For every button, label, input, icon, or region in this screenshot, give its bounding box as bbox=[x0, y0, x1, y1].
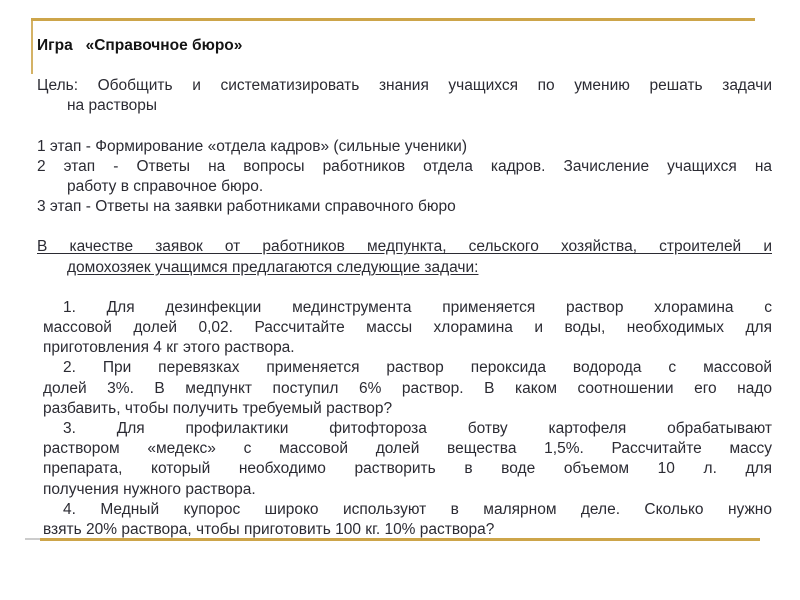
text-line: получения нужного раствора. bbox=[43, 480, 256, 498]
text-line: разбавить, чтобы получить требуемый раствор? bbox=[43, 399, 393, 417]
paragraph-stage-1 bbox=[37, 137, 772, 157]
text-line: массовой долей 0,02. Рассчитайте массы хлорамина и воды, необходимых для bbox=[43, 319, 772, 337]
paragraph-task-1 bbox=[43, 298, 772, 359]
text-line: 2 этап - Ответы на вопросы работников отдела кадров. Зачисление учащихся на bbox=[37, 157, 772, 175]
text-line: 1 этап - Формирование «отдела кадров» (сильные ученики) bbox=[37, 137, 467, 155]
text-line: 1. Для дезинфекции мединструмента применяется раствор хлорамина с bbox=[63, 298, 772, 316]
paragraph-task-2 bbox=[43, 358, 772, 419]
text-line: 3. Для профилактики фитофтороза ботву картофеля обрабатывают bbox=[63, 420, 772, 438]
text-line: препарата, который необходимо растворить в воде объемом 10 л. для bbox=[43, 460, 772, 478]
paragraph-goal bbox=[37, 76, 772, 116]
text-line: взять 20% раствора, чтобы приготовить 100 кг. 10% раствора? bbox=[43, 521, 495, 539]
paragraph-stage-2 bbox=[37, 157, 772, 197]
text-line: на растворы bbox=[67, 97, 158, 115]
paragraph-stage-3 bbox=[37, 197, 772, 217]
paragraph-task-3 bbox=[43, 419, 772, 500]
slide-title: Игра «Справочное бюро» bbox=[37, 37, 243, 54]
text-line: долей 3%. В медпункт поступил 6% раствор. В каком соотношении его надо bbox=[43, 379, 772, 397]
left-border-line bbox=[31, 18, 33, 74]
slide-body bbox=[37, 76, 772, 540]
text-line: приготовления 4 кг этого раствора. bbox=[43, 339, 295, 357]
text-line: раствором «медекс» с массовой долей вещества 1,5%. Рассчитайте массу bbox=[43, 440, 772, 458]
top-border-line bbox=[31, 18, 755, 21]
text-line: Цель: Обобщить и систематизировать знания учащихся по умению решать задачи bbox=[37, 77, 772, 95]
text-line: В качестве заявок от работников медпункта, сельского хозяйства, строителей и bbox=[37, 238, 772, 256]
text-line: работу в справочное бюро. bbox=[67, 178, 264, 196]
text-line: 3 этап - Ответы на заявки работниками справочного бюро bbox=[37, 198, 456, 216]
paragraph-task-4 bbox=[43, 500, 772, 540]
text-line: 2. При перевязках применяется раствор пероксида водорода с массовой bbox=[63, 359, 772, 377]
paragraph-tasks-intro bbox=[37, 237, 772, 277]
slide-content bbox=[37, 36, 772, 540]
text-line: 4. Медный купорос широко используют в малярном деле. Сколько нужно bbox=[63, 500, 772, 518]
text-line: домохозяек учащимся предлагаются следующие задачи: bbox=[67, 258, 479, 276]
